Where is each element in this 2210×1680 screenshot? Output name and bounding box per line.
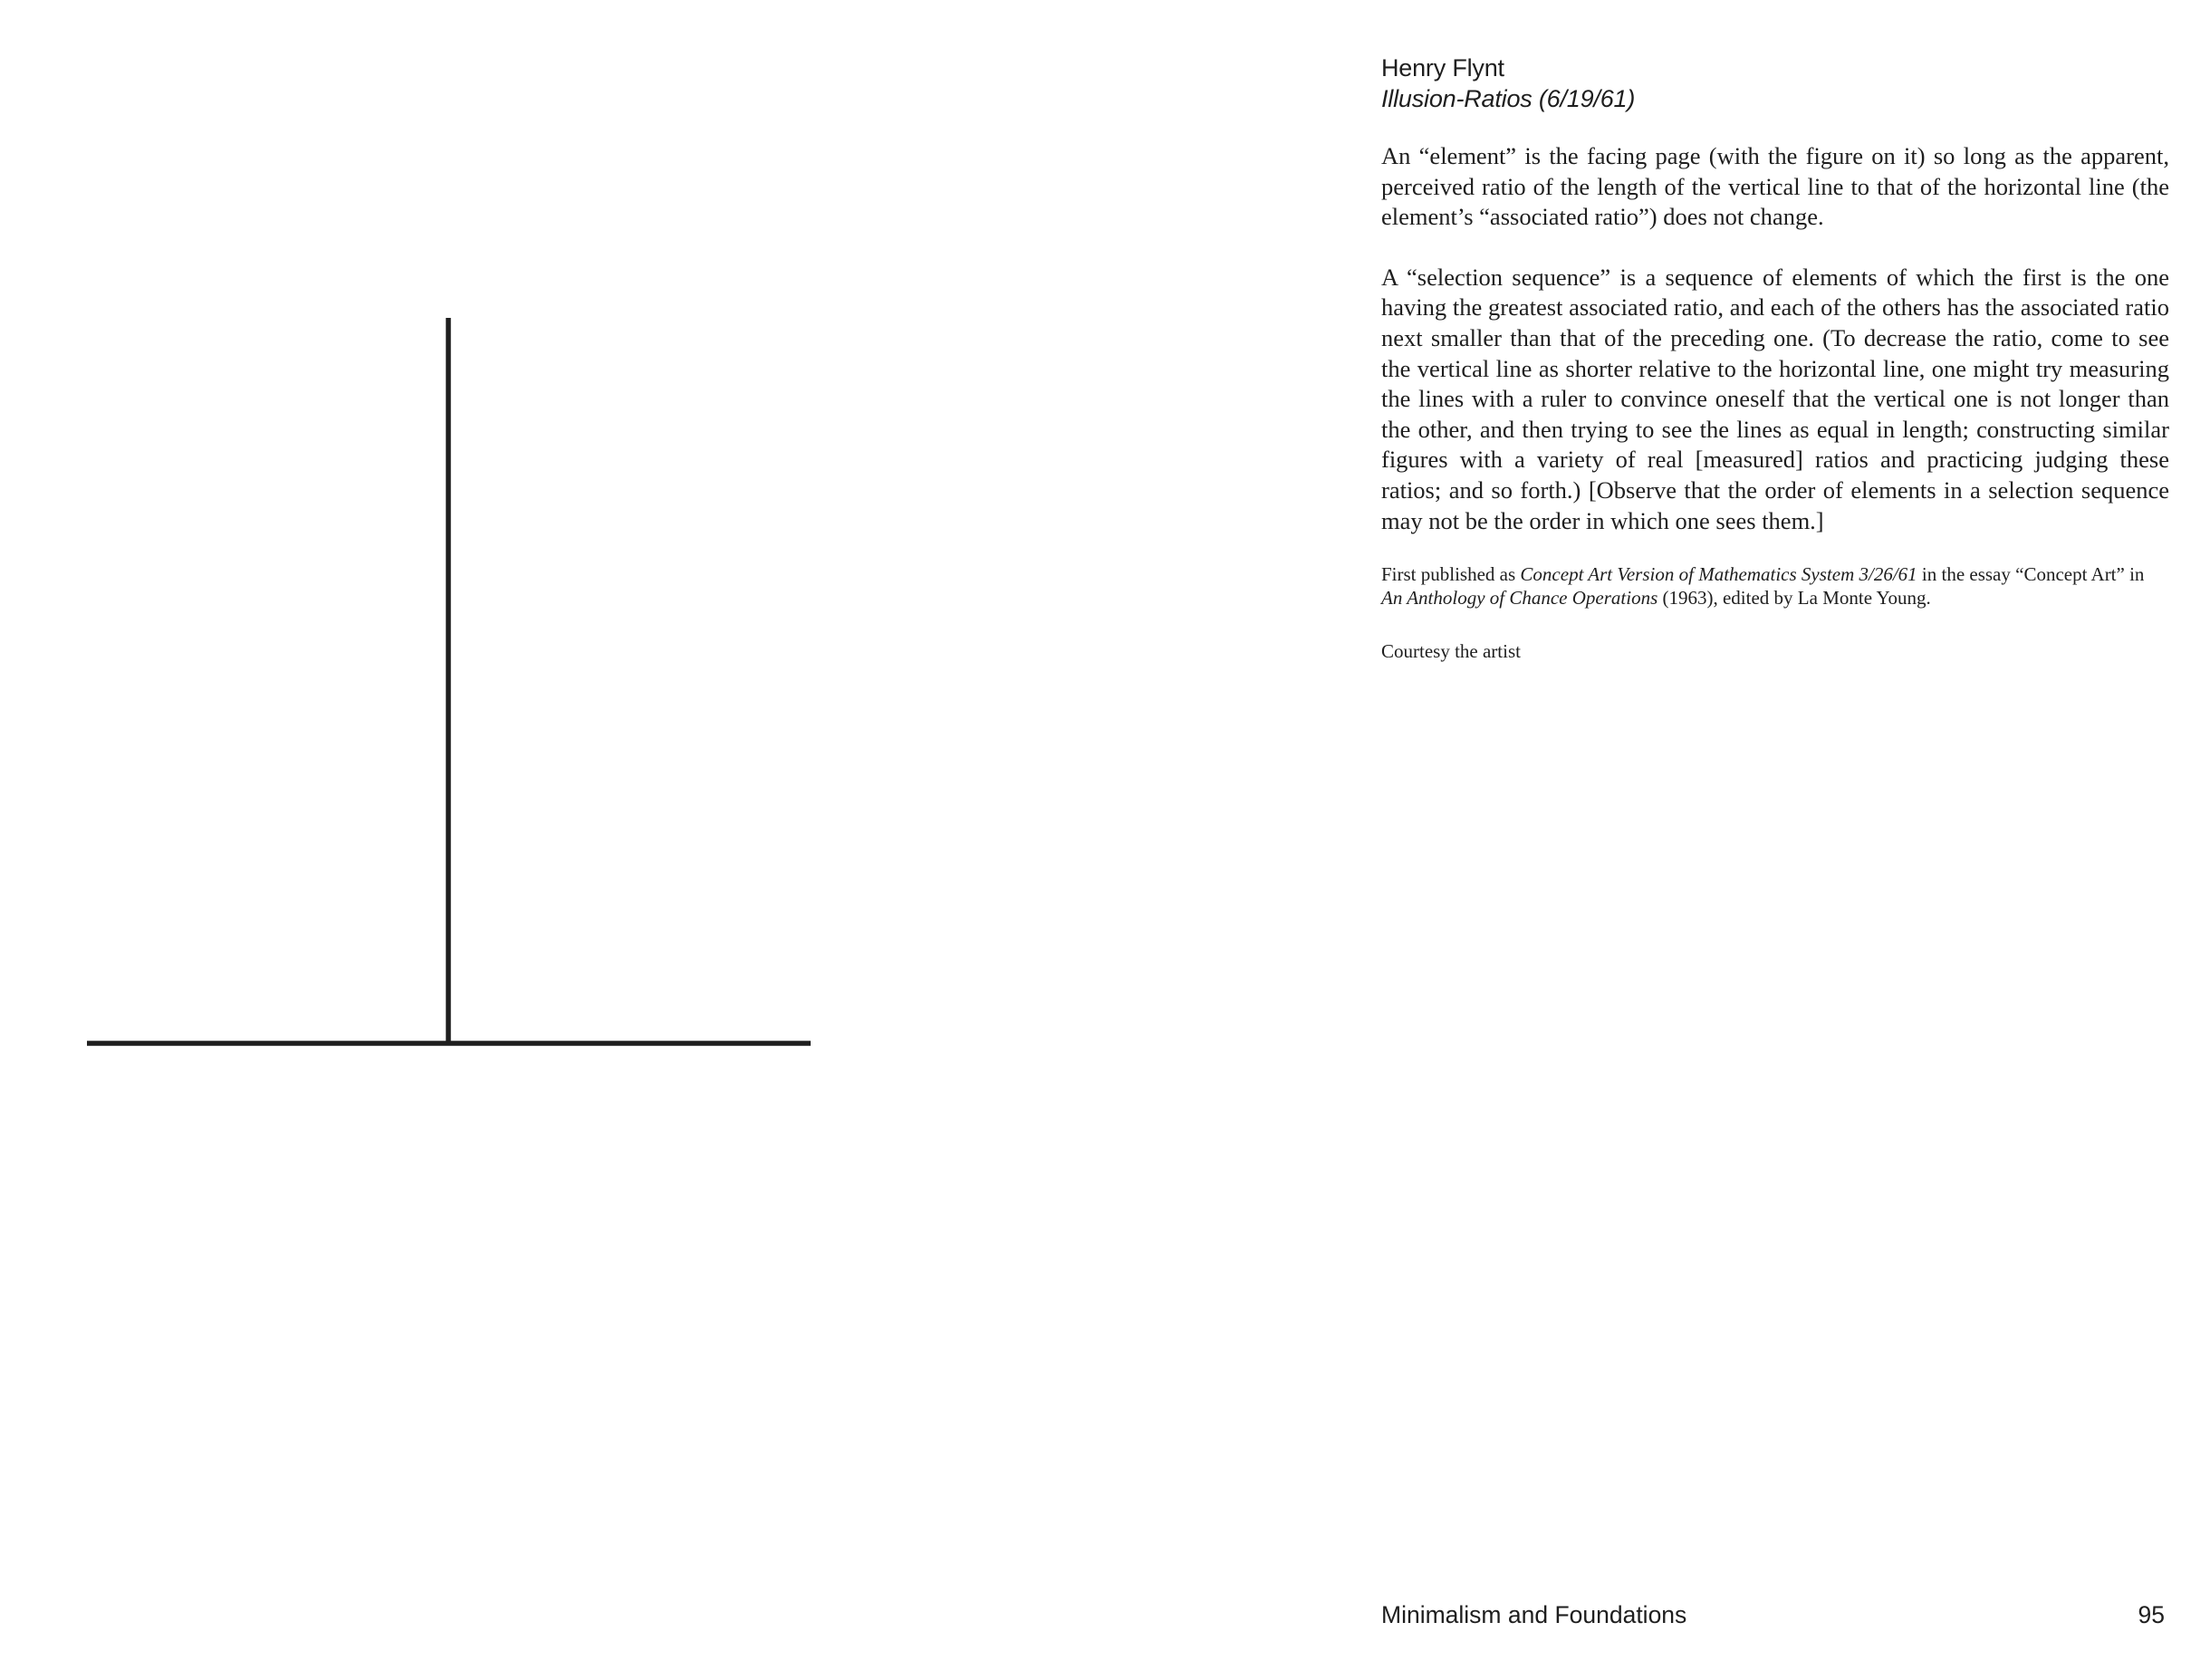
publication-note-middle: in the essay “Concept Art” in [1917, 563, 2145, 586]
publication-note-title-2: An Anthology of Chance Operations [1381, 587, 1658, 610]
paragraph-selection-sequence: A “selection sequence” is a sequence of elements of which the first is the one having the greatest associated ratio, and each of the others has the associated ratio next smaller than that of the preceding one. (To decrease the ratio, come to see the vertical line as shorter relative to the horizontal line, one might try measuring the lines with a ruler to convince oneself that the vertical one is not longer than the other, and then trying to see the lines as equal in length; constructing similar figures with a variety of real [measured] ratios and practicing judging these ratios; and so forth.) [Observe that the order of elements in a selection sequence may not be the order in which one sees them.] [1381, 263, 2169, 534]
courtesy-line: Courtesy the artist [1381, 640, 1521, 663]
publication-note [1381, 562, 2169, 610]
right-page-text [1381, 53, 2169, 663]
author-name: Henry Flynt [1381, 54, 1504, 82]
publication-note-suffix: (1963), edited by La Monte Young. [1658, 587, 1931, 610]
page-number: 95 [2138, 1601, 2165, 1628]
publication-note-title-1: Concept Art Version of Mathematics System 3/26/61 [1520, 563, 1917, 586]
page-footer [1381, 1599, 2165, 1632]
work-title: Illusion-Ratios (6/19/61) [1381, 85, 1636, 112]
footer-section-title: Minimalism and Foundations [1381, 1601, 1687, 1628]
left-page-figure [0, 0, 1105, 1675]
illusion-figure [0, 0, 1105, 1675]
publication-note-prefix: First published as [1381, 563, 1521, 586]
paragraph-element-definition: An “element” is the facing page (with the figure on it) so long as the apparent, perceived ratio of the length of the vertical line to that of the horizontal line (the element’s “associated ratio”) does not change. [1381, 142, 2169, 231]
